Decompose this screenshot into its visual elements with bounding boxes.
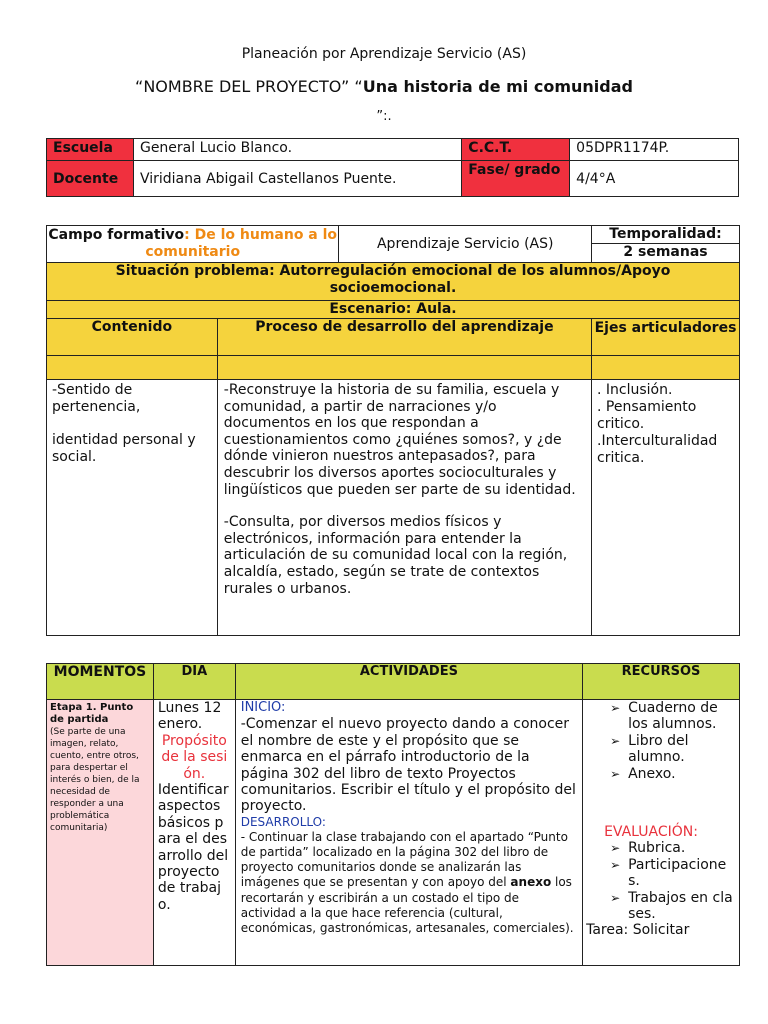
col-actividades: ACTIVIDADES <box>235 664 582 700</box>
col-ejes: Ejes articuladores <box>592 319 740 356</box>
proceso-paragraph-2: -Consulta, por diversos medios físicos y electrónicos, información para entender la articulación de su comunidad local con la región, alcaldía, estado, según se trate de contextos rurales o urbanos. <box>223 514 568 597</box>
etapa-description: (Se parte de una imagen, relato, cuento, entre otros, para despertar el interés o bien, de la necesidad de responder a una problemática comunitaria) <box>50 727 140 833</box>
recurso-item: ➢ Libro del alumno. <box>606 733 736 766</box>
cct-value: 05DPR1174P. <box>570 139 739 161</box>
desarrollo-label: DESARROLLO: <box>240 814 326 829</box>
col-proceso: Proceso de desarrollo del aprendizaje <box>217 319 591 356</box>
contenido-line-2: identidad personal y social. <box>52 432 196 465</box>
dia-fecha: Lunes 12 enero. <box>157 700 222 733</box>
dia-proposito-label: Propósito de la sesión. <box>161 732 228 782</box>
fase-value: 4/4°A <box>570 161 739 197</box>
temporalidad-cell <box>592 226 740 263</box>
empty-yellow-cell <box>592 356 740 380</box>
escuela-label: Escuela <box>47 139 134 161</box>
escenario: Escenario: Aula. <box>47 301 740 319</box>
recurso-item: ➢ Cuaderno de los alumnos. <box>606 700 736 733</box>
col-dia: DIA <box>153 664 235 700</box>
situacion-problema: Situación problema: Autorregulación emocional de los alumnos/Apoyo socioemocional. <box>47 263 740 301</box>
eje-item: .Interculturalidad critica. <box>597 433 718 466</box>
empty-yellow-cell <box>47 356 218 380</box>
eje-item: . Inclusión. <box>597 382 673 398</box>
evaluacion-item: ➢ Rubrica. <box>606 840 736 856</box>
recursos-cell <box>583 700 740 966</box>
inicio-label: INICIO: <box>240 700 286 715</box>
contenido-cell <box>47 380 218 636</box>
desarrollo-part-2: los recortarán y escribirán a un costado el tipo de actividad a la que hace referencia (cultural, económicas, gastronómicas, artesanales, comerciales). <box>240 875 574 936</box>
modalidad: Aprendizaje Servicio (AS) <box>339 226 592 263</box>
desarrollo-anexo: anexo <box>510 875 552 890</box>
campo-formativo-table <box>46 225 740 636</box>
col-recursos: RECURSOS <box>583 664 740 700</box>
evaluacion-label: EVALUACIÓN: <box>604 824 698 841</box>
proceso-cell <box>217 380 591 636</box>
dia-cell <box>153 700 235 966</box>
campo-value: : De lo humano a lo comunitario <box>145 227 338 260</box>
col-contenido: Contenido <box>47 319 218 356</box>
momento-etapa-cell <box>47 700 154 966</box>
docente-label: Docente <box>47 161 134 197</box>
project-suffix: ”:. <box>376 109 392 124</box>
temporalidad-value: 2 semanas <box>623 244 708 260</box>
project-title <box>0 77 768 96</box>
page-title: Planeación por Aprendizaje Servicio (AS) <box>241 46 527 62</box>
tarea-text: Tarea: Solicitar <box>586 922 690 939</box>
project-prefix: “NOMBRE DEL PROYECTO” “ <box>135 77 363 96</box>
etapa-title: Etapa 1. Punto de partida <box>50 702 134 725</box>
fase-label: Fase/ grado <box>462 161 570 197</box>
desarrollo-text <box>241 830 577 936</box>
recurso-item: ➢ Anexo. <box>606 766 736 782</box>
cct-label: C.C.T. <box>462 139 570 161</box>
campo-cell <box>47 226 339 263</box>
actividades-cell <box>235 700 582 966</box>
momentos-table <box>46 663 740 966</box>
dia-proposito: Identificar aspectos básicos para el desarrollo del proyecto de trabajo. <box>157 782 229 913</box>
project-name: Una historia de mi comunidad <box>362 77 633 96</box>
school-info-table <box>46 138 739 197</box>
temporalidad-label: Temporalidad: <box>592 226 739 244</box>
recursos-list <box>586 700 736 782</box>
ejes-cell <box>592 380 740 636</box>
desarrollo-part-1: - Continuar la clase trabajando con el apartado “Punto de partida” localizado en la página 302 del libro de proyecto comunitarios donde se analizarán las imágenes que se presentan y con apoyo del <box>240 829 568 890</box>
evaluacion-item: ➢ Trabajos en clases. <box>606 890 736 923</box>
contenido-line-1: -Sentido de pertenencia, <box>52 382 141 415</box>
empty-yellow-cell <box>217 356 591 380</box>
col-momentos: MOMENTOS <box>47 664 154 700</box>
eje-item: . Pensamiento critico. <box>597 399 697 432</box>
evaluacion-list <box>586 840 736 922</box>
evaluacion-item: ➢ Participaciones. <box>606 857 736 890</box>
escuela-value: General Lucio Blanco. <box>133 139 461 161</box>
proceso-paragraph-1: -Reconstruye la historia de su familia, escuela y comunidad, a partir de narraciones y/o documentos en los que respondan a cuestionamientos como ¿quiénes somos?, y ¿de dónde vinieron nuestros antepasados?, para descubrir los diversos aportes socioculturales y lingüísticos que pueden ser parte de su identidad. <box>223 382 576 498</box>
inicio-text: -Comenzar el nuevo proyecto dando a conocer el nombre de este y el propósito que se enmarca en el párrafo introductorio de la página 302 del libro de texto Proyectos comunitarios. Escribir el título y el propósito del proyecto. <box>240 716 576 815</box>
docente-value: Viridiana Abigail Castellanos Puente. <box>133 161 461 197</box>
campo-label: Campo formativo <box>48 227 185 243</box>
